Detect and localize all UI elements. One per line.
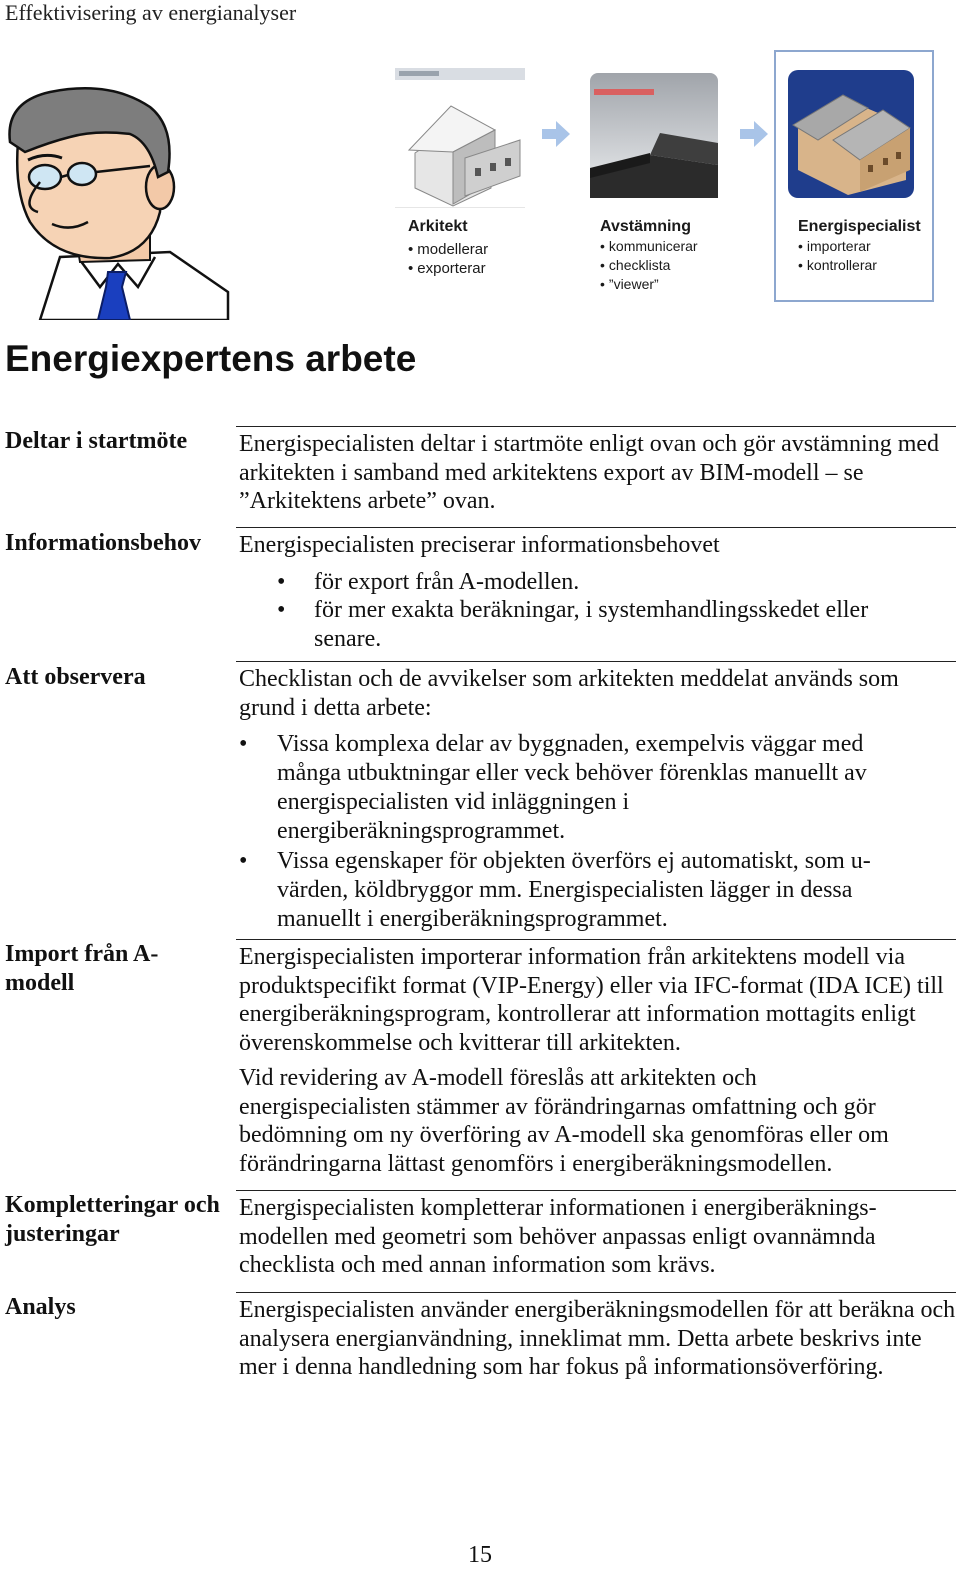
stage-bullet: • ”viewer” — [600, 275, 698, 294]
stage-title-energispecialist: Energispecialist — [798, 218, 921, 235]
paragraph: Energispecialisten importerar information från arkitektens modell via produktspecifikt format (VIP-Energy) eller via IFC-format (IDA ICE) till energiberäkningsprogram, kontrollerar att information mottagits enligt överenskommelse och kvitterar till arkitekten. — [239, 944, 944, 1057]
row-label-kompletteringar: Kompletteringar och justeringar — [5, 1192, 220, 1247]
stage-bullet: • exporterar — [408, 259, 488, 278]
stage-list-avstamning — [600, 237, 698, 294]
row-label-informationsbehov: Informationsbehov — [5, 530, 202, 556]
row-content-informationsbehov — [239, 531, 957, 654]
paragraph: Energispecialisten deltar i startmöte enligt ovan och gör avstämning med arkitekten i samband med arkitektens export av BIM-modell – se ”Arkitektens arbete” ovan. — [239, 431, 940, 515]
running-header: Effektivisering av energianalyser — [5, 0, 297, 25]
row-divider — [236, 939, 956, 940]
arrow-right-icon — [542, 121, 570, 147]
paragraph: Energispecialisten kompletterar informationen i energiberäknings-modellen med geometri som behöver anpassas enligt ovannämnda checklista och med annan information som krävs. — [239, 1195, 877, 1279]
row-divider — [236, 661, 956, 662]
list-item: • Vissa komplexa delar av byggnaden, exempelvis väggar med många utbuktningar eller veck behöver förenklas manuellt av energispecialisten vid inläggningen i energiberäkningsprogrammet. — [239, 730, 899, 845]
energy-model-illustration — [788, 70, 914, 198]
row-content-import — [239, 943, 957, 1179]
architect-model-illustration — [395, 68, 525, 208]
row-divider — [236, 1190, 956, 1191]
row-label-startmote: Deltar i startmöte — [5, 428, 188, 454]
paragraph: Checklistan och de avvikelser som arkitekten meddelat används som grund i detta arbete: — [239, 666, 899, 721]
list-item: • Vissa egenskaper för objekten överförs ej automatiskt, som u-värden, köldbryggor mm. Energispecialisten lägger in dessa manuellt i energiberäkningsprogrammet. — [239, 847, 899, 933]
stage-list-energispecialist — [798, 237, 877, 275]
page-number: 15 — [468, 1542, 492, 1568]
row-content-startmote — [239, 430, 957, 516]
stage-bullet: • modellerar — [408, 240, 488, 259]
row-content-observera — [239, 665, 957, 933]
page-title: Energiexpertens arbete — [5, 338, 417, 379]
stage-bullet: • checklista — [600, 256, 698, 275]
row-content-analys — [239, 1296, 957, 1382]
stage-bullet: • importerar — [798, 237, 877, 256]
arrow-right-icon — [740, 121, 768, 147]
workflow-diagram — [390, 48, 950, 308]
row-divider — [236, 426, 956, 427]
row-divider — [236, 527, 956, 528]
row-label-import: Import från A-modell — [5, 941, 159, 996]
list-item: • för export från A-modellen. — [239, 568, 939, 597]
bullet-list — [239, 730, 899, 933]
expert-avatar-illustration — [0, 82, 232, 320]
stage-bullet: • kommunicerar — [600, 237, 698, 256]
stage-list-arkitekt — [408, 240, 488, 278]
paragraph: Energispecialisten preciserar informationsbehovet — [239, 532, 720, 558]
paragraph: Vid revidering av A-modell föreslås att arkitekten och energispecialisten stämmer av förändringarnas omfattning och gör bedömning om ny överföring av A-modell ska genomföras eller om förändringarna lättast genomförs i energiberäkningsmodellen. — [239, 1064, 889, 1177]
row-content-kompletteringar — [239, 1194, 919, 1280]
bullet-list — [239, 568, 939, 654]
row-label-analys: Analys — [5, 1294, 76, 1320]
row-divider — [236, 1292, 956, 1293]
viewer-model-illustration — [590, 73, 718, 198]
list-item: • för mer exakta beräkningar, i systemhandlingsskedet eller senare. — [239, 596, 939, 653]
stage-bullet: • kontrollerar — [798, 256, 877, 275]
row-label-observera: Att observera — [5, 664, 146, 690]
stage-title-avstamning: Avstämning — [600, 218, 691, 235]
paragraph: Energispecialisten använder energiberäkningsmodellen för att beräkna och analysera energianvändning, inneklimat mm. Detta arbete beskrivs inte mer i denna handledning som har fokus på informationsöverföring. — [239, 1297, 956, 1381]
stage-title-arkitekt: Arkitekt — [408, 218, 468, 235]
